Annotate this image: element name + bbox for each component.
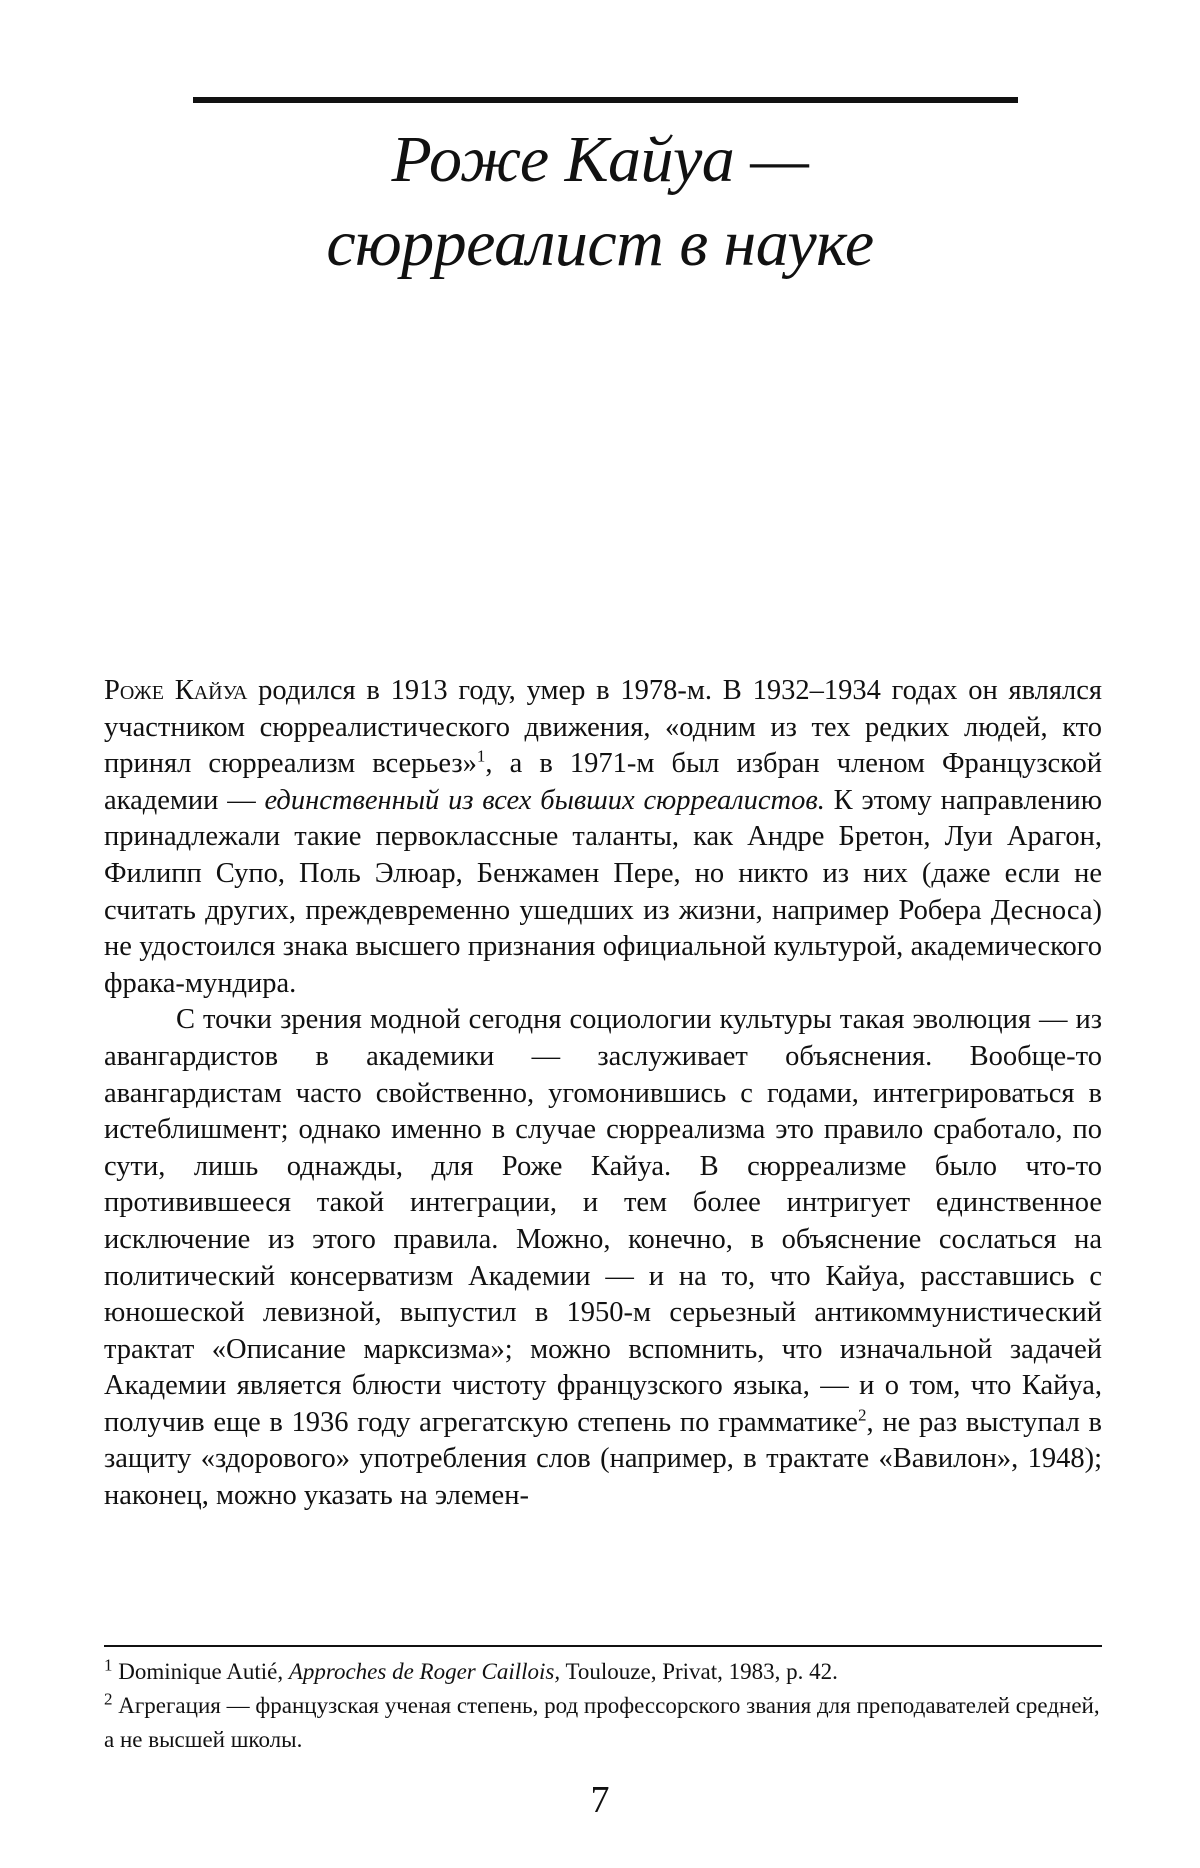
footnote-2 (104, 1689, 1102, 1757)
footnote-ref-1: 1 (476, 746, 486, 766)
paragraph-1-text-a: родился в 1913 году, умер в 1978-м. В 1932–1934 годах он являлся участником сюрреалистического движения, «одним из тех редких людей, кто принял сюрреализм всерьез» (104, 675, 1102, 780)
chapter-title-line-1: Роже Кайуа — (391, 123, 809, 196)
paragraph-1-text-b: , а в 1971-м был избран членом Французской академии — (104, 748, 1103, 816)
paragraph-2-text-a: С точки зрения модной сегодня социологии культуры такая эволюция — из авангардистов в академики — заслуживает объяснения. Вообще-то авангардистам часто свойственно, угомонившись с годами, интегрироваться в истеблишмент; однако именно в случае сюрреализма это правило сработало, по сути, лишь однажды, для Роже Кайуа. В сюрреализме было что-то противившееся такой интеграции, и тем более интригует единственное исключение из этого правила. Можно, конечно, в объяснение сослаться на политический консерватизм Академии — и на то, что Кайуа, расставшись с юношеской левизной, выпустил в 1950-м серьезный антикоммунистический трактат «Описание марксизма»; можно вспомнить, что изначальной задачей Академии является блюсти чистоту французского языка, — и о том, что Кайуа, получив еще в 1936 году агрегатскую степень по грамматике (104, 1004, 1102, 1438)
footnote-1 (104, 1655, 1102, 1689)
paragraph-1-text-c: К этому направлению принадлежали такие первоклассные таланты, как Андре Бретон, Луи Арагон, Филипп Супо, Поль Элюар, Бенжамен Пере, но никто из них (даже если не считать других, преждевременно ушедших из жизни, например Робера Десноса) не удостоился знака высшего признания официальной культурой, академического фрака-мундира. (104, 784, 1102, 999)
footnote-2-text: Агрегация — французская ученая степень, род профессорского звания для преподавателей средней, а не высшей школы. (104, 1693, 1100, 1752)
footnote-1-title: Approches de Roger Caillois, (288, 1659, 561, 1684)
paragraph-2 (104, 1002, 1102, 1514)
page-number: 7 (590, 1779, 610, 1821)
chapter-title-line-2: сюрреалист в науке (326, 207, 874, 280)
footnotes (104, 1645, 1102, 1757)
footnote-rule (104, 1645, 1102, 1647)
title-rule (193, 97, 1018, 103)
chapter-title (150, 118, 1050, 286)
paragraph-2-text-b: , не раз выступал в защиту «здорового» употребления слов (например, в трактате «Вавилон», 1948); наконец, можно указать на элемен- (104, 1406, 1102, 1512)
body-text (104, 673, 1102, 1515)
footnote-2-mark: 2 (104, 1689, 113, 1709)
footnote-1-rest: Toulouze, Privat, 1983, p. 42. (560, 1659, 838, 1684)
footnote-1-mark: 1 (104, 1655, 113, 1675)
paragraph-1-emphasis: единственный из всех бывших сюрреалистов. (264, 784, 825, 816)
footnote-1-author: Dominique Autié, (112, 1659, 289, 1684)
footnote-ref-2: 2 (857, 1405, 867, 1425)
paragraph-1 (104, 673, 1102, 1002)
author-name-smallcaps: Роже Кайуа (104, 675, 248, 706)
